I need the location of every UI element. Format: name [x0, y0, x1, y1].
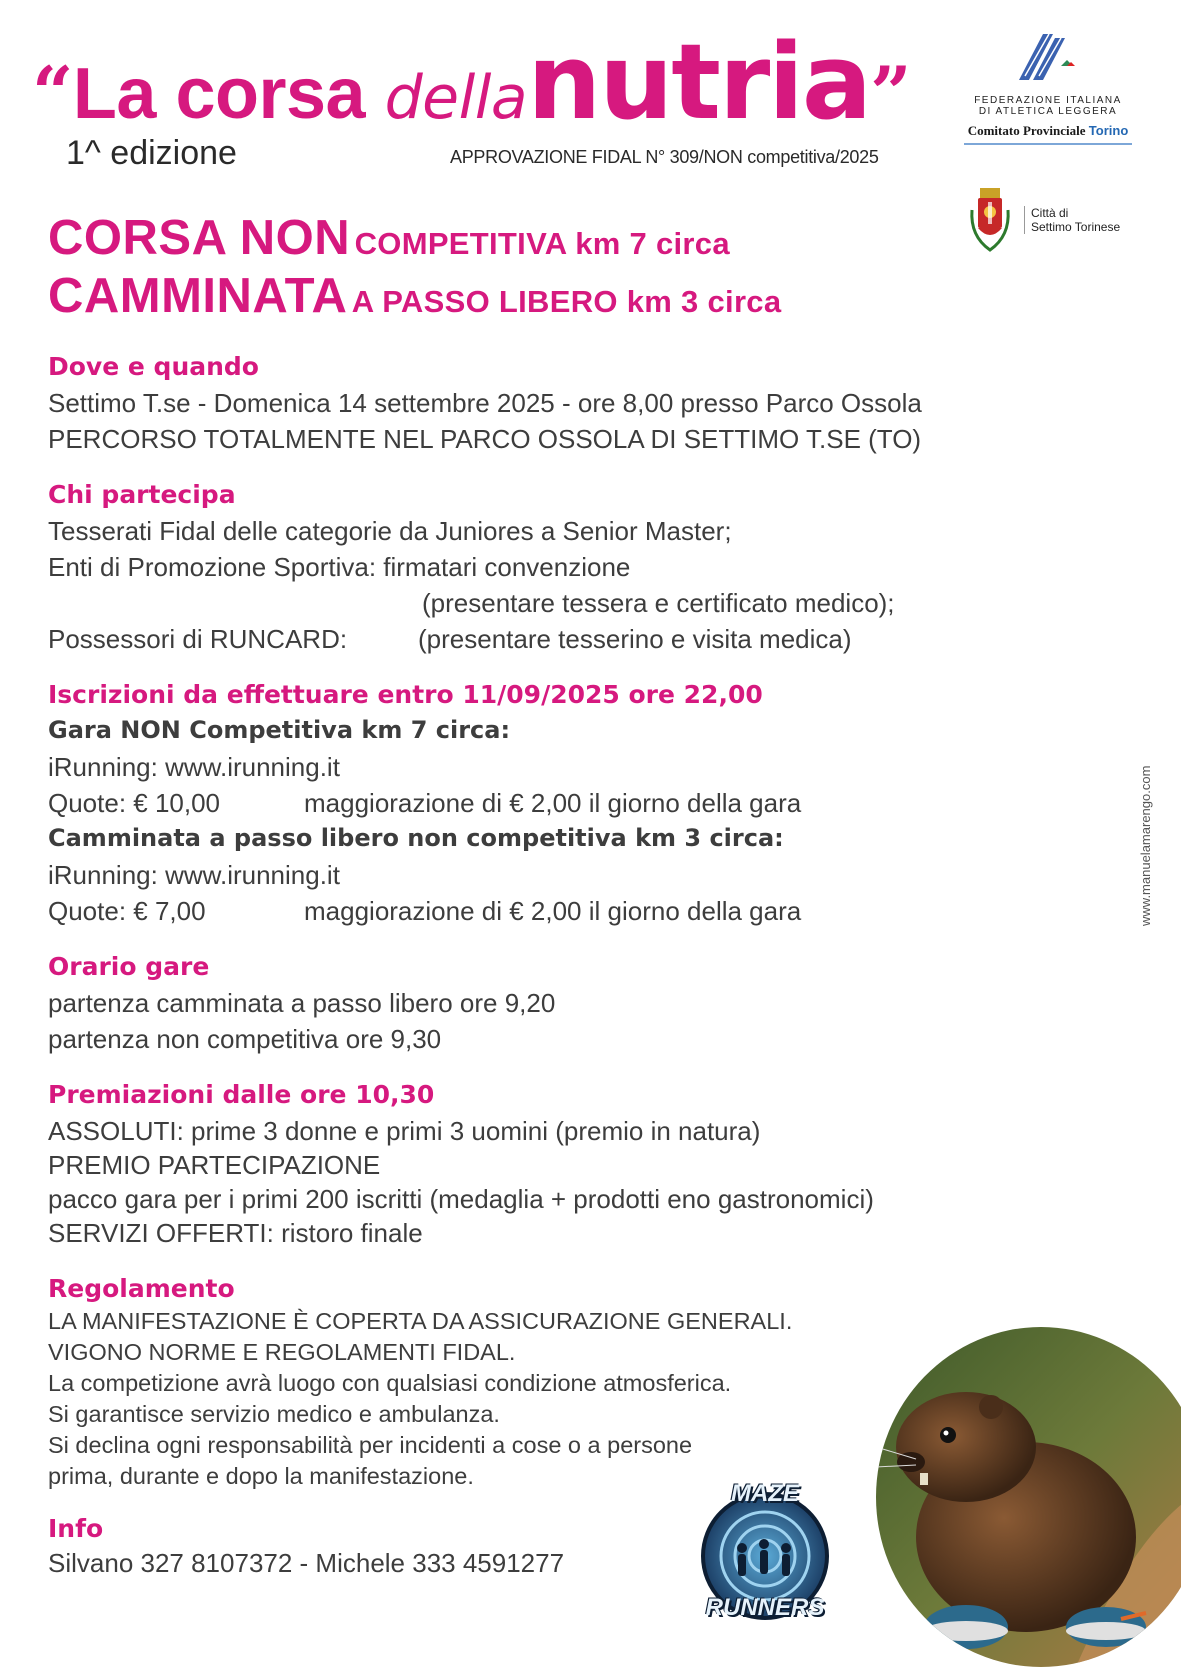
designer-url: www.manuelamarengo.com — [1138, 765, 1153, 926]
headline-camminata — [48, 268, 781, 324]
title-open-quote: “ — [32, 50, 73, 135]
info-contacts: Silvano 327 8107372 - Michele 333 4591277 — [48, 1548, 565, 1578]
section-regolamento-title: Regolamento — [48, 1274, 235, 1303]
dove-line2: PERCORSO TOTALMENTE NEL PARCO OSSOLA DI SETTIMO T.SE (TO) — [48, 424, 922, 454]
fidal-torino: Torino — [1088, 123, 1129, 138]
badge-bottom-text: RUNNERS — [705, 1594, 825, 1621]
fidal-logo — [960, 30, 1136, 160]
settimo-text — [1024, 206, 1120, 234]
headline-corsa — [48, 210, 730, 266]
gara-maggiorazione: maggiorazione di € 2,00 il giorno della gara — [304, 788, 802, 818]
settimo-line2: Settimo Torinese — [1031, 220, 1121, 234]
title-close-quote: ” — [870, 50, 912, 135]
headline-corsa-big: CORSA NON — [48, 211, 351, 265]
badge-top-text: MAZE — [731, 1480, 799, 1507]
event-title — [32, 21, 912, 143]
fidal-comitato — [964, 121, 1133, 145]
dove-line1: Settimo T.se - Domenica 14 settembre 2025 - ore 8,00 presso Parco Ossola — [48, 388, 922, 418]
gara-quote: Quote: € 10,00 — [48, 788, 221, 818]
nutria-image-icon — [876, 1327, 1181, 1667]
section-dove-title: Dove e quando — [48, 352, 259, 381]
regolamento-line4: Si garantisce servizio medico e ambulanza. — [48, 1401, 500, 1427]
chi-line4b: (presentare tesserino e visita medica) — [418, 624, 852, 654]
gara-irunning: iRunning: www.irunning.it — [48, 752, 340, 782]
camminata-title: Camminata a passo libero non competitiva km 3 circa: — [48, 824, 784, 852]
settimo-line1: Città di — [1031, 206, 1069, 220]
coat-of-arms-icon — [964, 186, 1016, 256]
chi-line4a: Possessori di RUNCARD: — [48, 624, 348, 654]
regolamento-line2: VIGONO NORME E REGOLAMENTI FIDAL. — [48, 1339, 516, 1365]
section-info-title: Info — [48, 1514, 104, 1543]
chi-line2: Enti di Promozione Sportiva: firmatari convenzione — [48, 552, 631, 582]
chi-line3: (presentare tessera e certificato medico); — [422, 588, 895, 618]
orario-line2: partenza non competitiva ore 9,30 — [48, 1024, 442, 1054]
camminata-maggiorazione: maggiorazione di € 2,00 il giorno della gara — [304, 896, 802, 926]
orario-line1: partenza camminata a passo libero ore 9,20 — [48, 988, 556, 1018]
title-nutria: nutria — [527, 21, 871, 143]
regolamento-line5: Si declina ogni responsabilità per incidenti a cose o a persone — [48, 1432, 693, 1458]
premiazioni-line2: PREMIO PARTECIPAZIONE — [48, 1150, 381, 1180]
headline-camminata-small: A PASSO LIBERO km 3 circa — [351, 284, 782, 319]
headline-camminata-big: CAMMINATA — [48, 269, 348, 323]
premiazioni-line3: pacco gara per i primi 200 iscritti (medaglia + prodotti eno gastronomici) — [48, 1184, 874, 1214]
headline-corsa-small: COMPETITIVA km 7 circa — [354, 226, 730, 261]
title-della: della — [384, 63, 528, 133]
title-part1: La corsa — [72, 54, 385, 134]
camminata-quote: Quote: € 7,00 — [48, 896, 206, 926]
regolamento-line1: LA MANIFESTAZIONE È COPERTA DA ASSICURAZIONE GENERALI. — [48, 1308, 793, 1334]
settimo-logo — [964, 186, 1144, 256]
premiazioni-line1: ASSOLUTI: prime 3 donne e primi 3 uomini (premio in natura) — [48, 1116, 761, 1146]
section-premiazioni-title: Premiazioni dalle ore 10,30 — [48, 1080, 435, 1109]
fidal-emblem-icon — [1013, 30, 1083, 86]
fidal-comitato-label: Comitato Provinciale — [967, 123, 1086, 138]
approval-text: APPROVAZIONE FIDAL N° 309/NON competitiva/2025 — [450, 147, 879, 167]
regolamento-line3: La competizione avrà luogo con qualsiasi condizione atmosferica. — [48, 1370, 732, 1396]
nutria-illustration — [876, 1327, 1181, 1667]
fidal-line2: DI ATLETICA LEGGERA — [978, 106, 1118, 117]
section-iscrizioni-title: Iscrizioni da effettuare entro 11/09/2025 ore 22,00 — [48, 680, 763, 709]
fidal-line1: FEDERAZIONE ITALIANA — [974, 95, 1122, 106]
maze-runners-badge — [690, 1478, 840, 1628]
section-chi-title: Chi partecipa — [48, 480, 236, 509]
premiazioni-line4: SERVIZI OFFERTI: ristoro finale — [48, 1218, 423, 1248]
camminata-irunning: iRunning: www.irunning.it — [48, 860, 340, 890]
regolamento-line6: prima, durante e dopo la manifestazione. — [48, 1463, 474, 1489]
gara-title: Gara NON Competitiva km 7 circa: — [48, 716, 511, 744]
section-orario-title: Orario gare — [48, 952, 210, 981]
edition-label: 1^ edizione — [66, 134, 237, 172]
chi-line1: Tesserati Fidal delle categorie da Juniores a Senior Master; — [48, 516, 732, 546]
